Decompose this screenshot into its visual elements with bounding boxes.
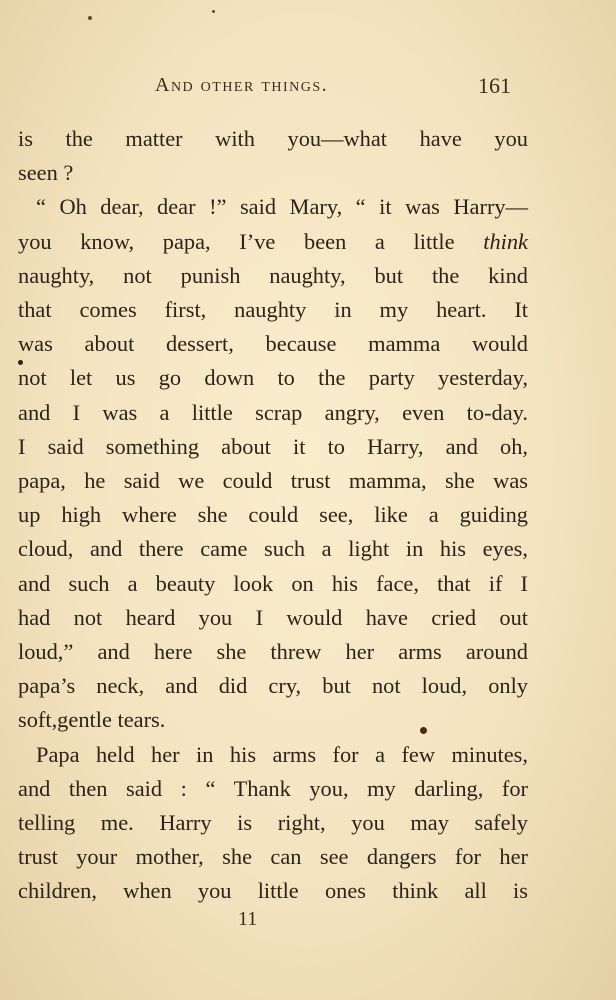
text-line: telling me. Harry is right, you may safely [18, 810, 528, 836]
text-line: was about dessert, because mamma would [18, 331, 528, 357]
ink-speck [18, 360, 23, 365]
text-line: soft,gentle tears. [18, 707, 166, 733]
text-line: papa’s neck, and did cry, but not loud, only [18, 673, 528, 699]
paragraph-3 [18, 738, 528, 909]
paper-speck [88, 16, 92, 20]
text-line: and then said : “ Thank you, my darling, for [18, 775, 528, 801]
text-line: is the matter with you—what have you [18, 126, 528, 151]
paragraph-1 [18, 122, 528, 190]
text-line: children, when you little ones think all is [18, 878, 528, 904]
ink-speck [420, 727, 427, 734]
text-line: seen ? [18, 160, 74, 186]
text-line: and such a beauty look on his face, that if I [18, 570, 528, 596]
text-segment: you know, papa, I’ve been a little [18, 228, 484, 254]
paper-speck [212, 10, 215, 13]
text-line: papa, he said we could trust mamma, she was [18, 468, 528, 494]
signature-mark: 11 [238, 908, 258, 930]
text-line: and I was a little scrap angry, even to-day. [18, 399, 528, 425]
text-line: cloud, and there came such a light in his eyes, [18, 536, 528, 562]
text-line: naughty, not punish naughty, but the kind [18, 262, 528, 288]
page-body [18, 122, 528, 909]
text-line: trust your mother, she can see dangers for her [18, 844, 528, 870]
running-title: And other things. [155, 74, 329, 96]
paragraph-2 [18, 190, 528, 737]
page-number: 161 [478, 73, 511, 98]
text-line: I said something about it to Harry, and oh, [18, 433, 528, 459]
text-line: Papa held her in his arms for a few minutes, [36, 741, 528, 767]
text-line: that comes first, naughty in my heart. It [18, 297, 528, 323]
text-line [18, 225, 528, 259]
emphasis-text: think [483, 228, 528, 254]
text-line: not let us go down to the party yesterday, [18, 365, 528, 391]
text-line: “ Oh dear, dear !” said Mary, “ it was Harry— [36, 194, 528, 220]
text-line: up high where she could see, like a guiding [18, 502, 528, 528]
text-line: loud,” and here she threw her arms around [18, 639, 528, 665]
text-line: had not heard you I would have cried out [18, 604, 528, 630]
